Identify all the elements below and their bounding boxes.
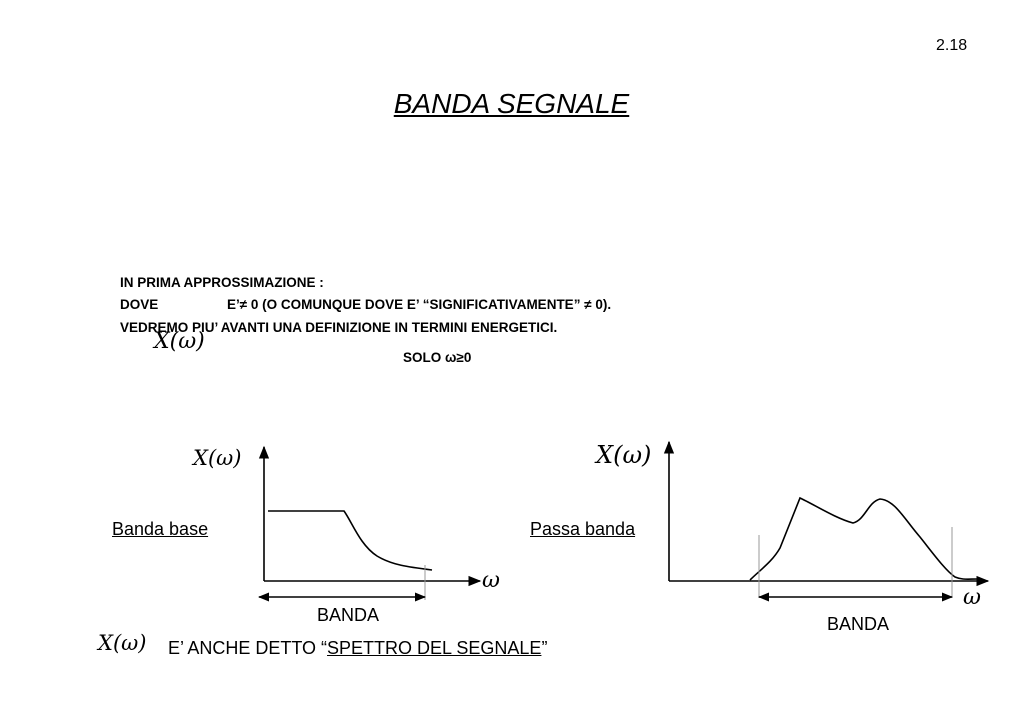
footer-highlight: SPETTRO DEL SEGNALE xyxy=(327,638,542,658)
left-x-axis-label: ω xyxy=(482,568,500,593)
left-y-axis-label: X(ω) xyxy=(193,446,242,470)
footer-text xyxy=(168,638,547,659)
right-spectrum-curve xyxy=(750,498,978,580)
footer-text-prefix: E’ ANCHE DETTO “ xyxy=(168,638,328,658)
diagram-passa-banda xyxy=(669,442,988,598)
footer-text-suffix: ” xyxy=(541,638,548,658)
right-band-label: BANDA xyxy=(827,614,890,634)
left-spectrum-curve xyxy=(268,511,432,570)
footer-symbol: X(ω) xyxy=(98,631,147,655)
intro-line-2-text: E’≠ 0 (O COMUNQUE DOVE E’ “SIGNIFICATIVAMENTE” ≠ 0). xyxy=(227,297,612,312)
left-band-label: BANDA xyxy=(317,605,380,625)
intro-line-3: VEDREMO PIU’ AVANTI UNA DEFINIZIONE IN TERMINI ENERGETICI. xyxy=(120,320,558,335)
diagram-banda-base xyxy=(259,447,480,600)
right-x-axis-label: ω xyxy=(963,585,981,610)
passa-banda-caption: Passa banda xyxy=(530,519,636,539)
intro-line-2-prefix: DOVE xyxy=(120,297,159,312)
page-title: BANDA SEGNALE xyxy=(393,88,630,119)
right-y-axis-label: X(ω) xyxy=(596,441,652,469)
intro-formula-symbol: X(ω) xyxy=(154,329,205,354)
slide-number: 2.18 xyxy=(936,37,968,54)
banda-base-caption: Banda base xyxy=(112,519,209,539)
solo-condition: SOLO ω≥0 xyxy=(403,350,472,365)
intro-line-1: IN PRIMA APPROSSIMAZIONE : xyxy=(120,275,324,290)
